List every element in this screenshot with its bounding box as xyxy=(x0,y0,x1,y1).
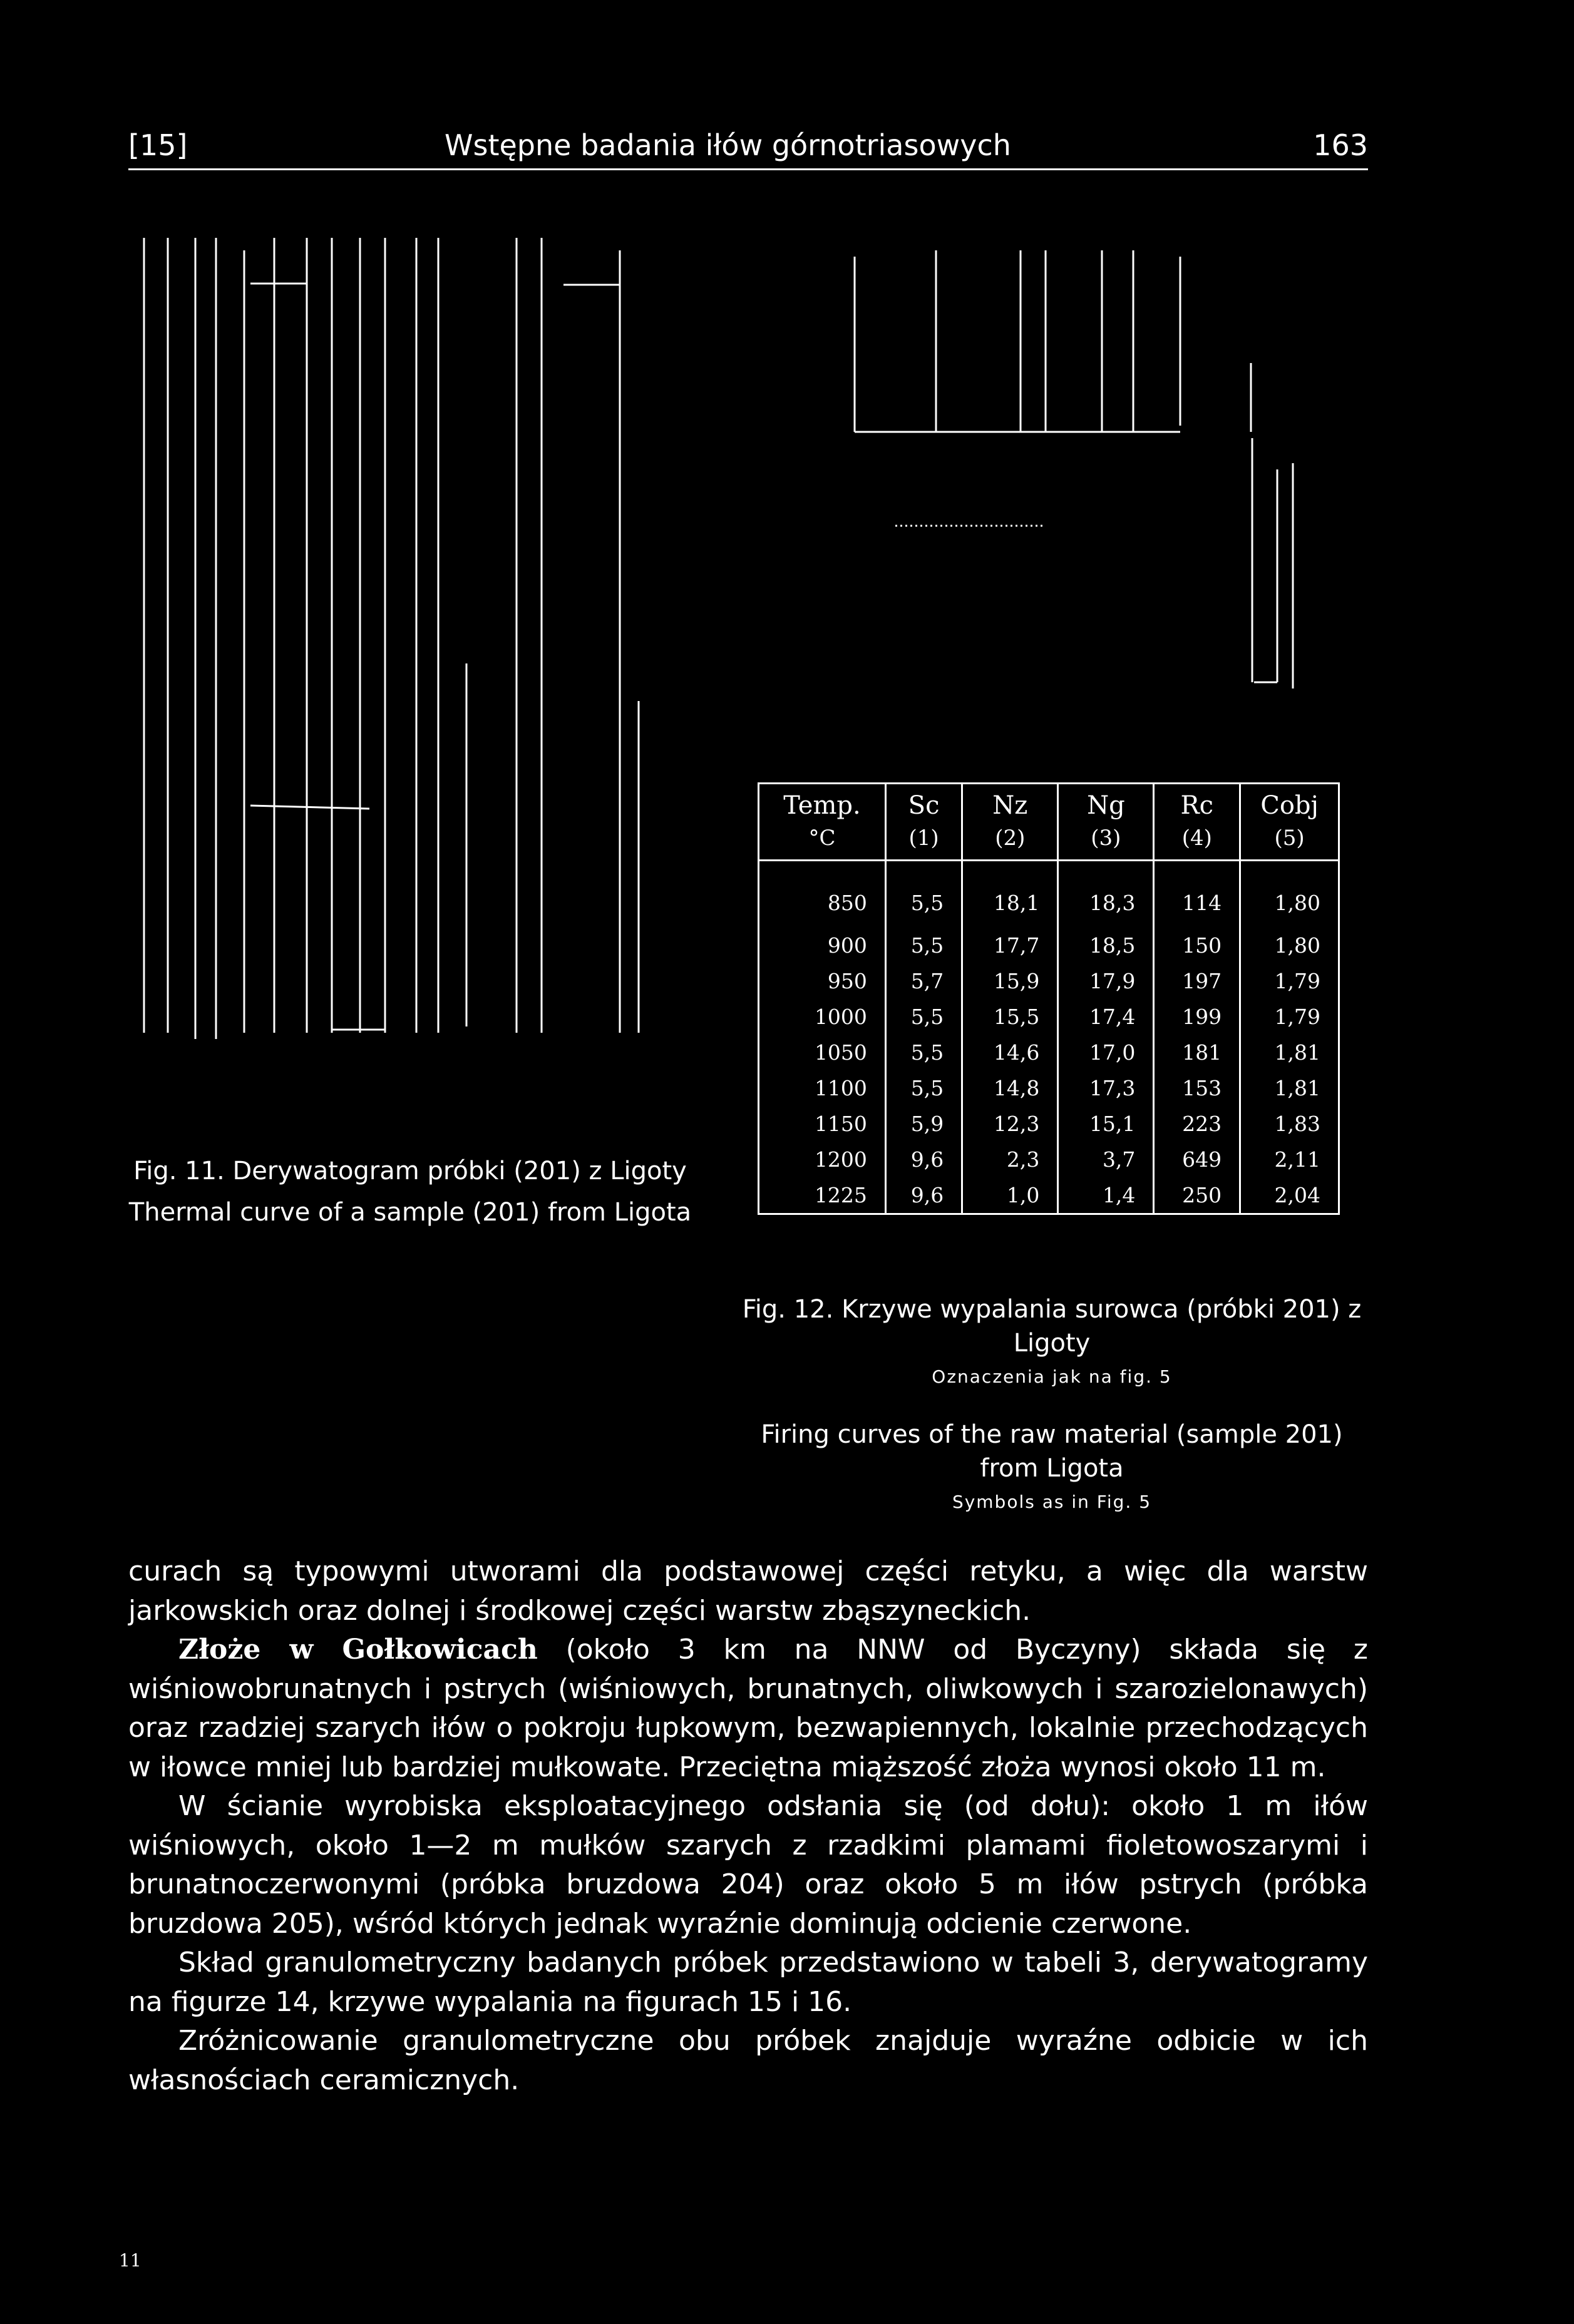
figure-12-caption xyxy=(739,1293,1365,1519)
table-body xyxy=(759,861,1339,1214)
table-cell: 17,0 xyxy=(1058,1035,1154,1070)
column-header xyxy=(962,784,1058,861)
table-cell: 5,9 xyxy=(885,1106,962,1142)
table-cell: 199 xyxy=(1154,999,1240,1035)
table-cell: 18,3 xyxy=(1058,861,1154,928)
table-cell: 1,80 xyxy=(1240,861,1339,928)
table-cell: 15,5 xyxy=(962,999,1058,1035)
table-row xyxy=(759,1106,1339,1142)
table-row xyxy=(759,928,1339,963)
symbols-note-english: Symbols as in Fig. 5 xyxy=(952,1492,1152,1512)
paragraph: curach są typowymi utworami dla podstawowej części retyku, a więc dla warstw jarkowskich oraz dolnej i środkowej części warstw zbąszyneckich. xyxy=(128,1555,1368,1627)
table-cell: 5,5 xyxy=(885,861,962,928)
table-cell: 1100 xyxy=(759,1070,886,1106)
table-cell: 1200 xyxy=(759,1142,886,1177)
column-name: Cobj xyxy=(1260,791,1319,820)
column-unit: (1) xyxy=(908,826,939,851)
running-title: Wstępne badania iłów górnotriasowych xyxy=(445,128,1011,162)
paragraph xyxy=(128,1630,1368,1787)
table-cell: 18,1 xyxy=(962,861,1058,928)
table-cell: 18,5 xyxy=(1058,928,1154,963)
table-cell: 250 xyxy=(1154,1177,1240,1214)
tg-step xyxy=(250,806,369,809)
table-cell: 1050 xyxy=(759,1035,886,1070)
table-cell: 1150 xyxy=(759,1106,886,1142)
caption-polish: Fig. 12. Krzywe wypalania surowca (próbki 201) z Ligoty xyxy=(742,1295,1362,1358)
column-unit: °C xyxy=(808,826,836,851)
body-text xyxy=(128,1552,1368,2100)
table-row xyxy=(759,1035,1339,1070)
table-cell: 181 xyxy=(1154,1035,1240,1070)
page-number: 163 xyxy=(1313,128,1368,162)
table-cell: 2,04 xyxy=(1240,1177,1339,1214)
table-cell: 5,5 xyxy=(885,1070,962,1106)
paragraph: W ścianie wyrobiska eksploatacyjnego odsłania się (od dołu): około 1 m iłów wiśniowych, około 1—2 m mułków szarych z rzadkimi plamami fioletowoszarymi i brunatnoczerwonymi (próbka bruzdowa 204) oraz około 5 m iłów pstrych (próbka bruzdowa 205), wśród których jednak wyraźnie dominują odcienie czerwone. xyxy=(128,1790,1368,1940)
table-cell: 3,7 xyxy=(1058,1142,1154,1177)
column-unit: (4) xyxy=(1181,826,1212,851)
table-cell: 14,6 xyxy=(962,1035,1058,1070)
column-header xyxy=(1058,784,1154,861)
table-cell: 17,3 xyxy=(1058,1070,1154,1106)
paragraph-text: (około 3 km na NNW od Byczyny) składa się z wiśniowobrunatnych i pstrych (wiśniowych, brunatnych, oliwkowych i szarozielonawych) oraz rzadziej szarych iłów o pokroju łupkowym, bezwapiennych, lokalnie przechodzących w iłowce mniej lub bardziej mułkowate. Przeciętna miąższość złoża wynosi około 11 m. xyxy=(128,1634,1368,1783)
column-name: Temp. xyxy=(783,791,861,820)
table-row xyxy=(759,1177,1339,1214)
table-cell: 14,8 xyxy=(962,1070,1058,1106)
sheet-number: 11 xyxy=(119,2250,141,2271)
caption-english: Firing curves of the raw material (sample 201) from Ligota xyxy=(761,1420,1343,1483)
table-cell: 153 xyxy=(1154,1070,1240,1106)
table-cell: 1,80 xyxy=(1240,928,1339,963)
figure-12-firing-curves xyxy=(839,250,1340,688)
table-cell: 1,83 xyxy=(1240,1106,1339,1142)
table-cell: 17,9 xyxy=(1058,963,1154,999)
column-name: Ng xyxy=(1087,791,1125,820)
figure-11-derivatogram xyxy=(125,238,689,1052)
table-cell: 5,5 xyxy=(885,928,962,963)
paragraph: Zróżnicowanie granulometryczne obu próbek znajduje wyraźne odbicie w ich własnościach ceramicznych. xyxy=(128,2025,1368,2096)
table-cell: 1,81 xyxy=(1240,1070,1339,1106)
table-cell: 12,3 xyxy=(962,1106,1058,1142)
column-name: Nz xyxy=(992,791,1028,820)
table-cell: 9,6 xyxy=(885,1177,962,1214)
table-cell: 114 xyxy=(1154,861,1240,928)
column-unit: (3) xyxy=(1091,826,1121,851)
table-row xyxy=(759,999,1339,1035)
table-cell: 1,81 xyxy=(1240,1035,1339,1070)
table-cell: 223 xyxy=(1154,1106,1240,1142)
column-unit: (2) xyxy=(995,826,1026,851)
table-cell: 850 xyxy=(759,861,886,928)
running-header xyxy=(128,128,1368,172)
table-cell: 15,9 xyxy=(962,963,1058,999)
table-cell: 1,0 xyxy=(962,1177,1058,1214)
firing-table xyxy=(758,782,1340,1215)
table-cell: 17,4 xyxy=(1058,999,1154,1035)
table-cell: 649 xyxy=(1154,1142,1240,1177)
column-header xyxy=(1240,784,1339,861)
column-header xyxy=(1154,784,1240,861)
table-cell: 15,1 xyxy=(1058,1106,1154,1142)
symbols-note-polish: Oznaczenia jak na fig. 5 xyxy=(932,1366,1172,1387)
table-cell: 5,5 xyxy=(885,1035,962,1070)
table-cell: 197 xyxy=(1154,963,1240,999)
table-cell: 5,5 xyxy=(885,999,962,1035)
table-cell: 9,6 xyxy=(885,1142,962,1177)
table-cell: 5,7 xyxy=(885,963,962,999)
table-row xyxy=(759,963,1339,999)
caption-polish: Fig. 11. Derywatogram próbki (201) z Ligoty xyxy=(133,1157,687,1185)
table-cell: 900 xyxy=(759,928,886,963)
column-header xyxy=(759,784,886,861)
table-cell: 2,11 xyxy=(1240,1142,1339,1177)
table-cell: 150 xyxy=(1154,928,1240,963)
deposit-name: Złoże w Gołkowicach xyxy=(178,1634,538,1666)
caption-english: Thermal curve of a sample (201) from Ligota xyxy=(128,1198,692,1227)
table-cell: 2,3 xyxy=(962,1142,1058,1177)
table-row xyxy=(759,1142,1339,1177)
figure-11-caption xyxy=(113,1155,707,1229)
table-row xyxy=(759,1070,1339,1106)
column-name: Rc xyxy=(1180,791,1214,820)
column-header xyxy=(885,784,962,861)
table-cell: 1,4 xyxy=(1058,1177,1154,1214)
table-cell: 1000 xyxy=(759,999,886,1035)
table-row xyxy=(759,861,1339,928)
table-cell: 1,79 xyxy=(1240,963,1339,999)
column-unit: (5) xyxy=(1274,826,1305,851)
section-number: [15] xyxy=(128,128,188,162)
header-rule xyxy=(128,168,1368,170)
table-cell: 17,7 xyxy=(962,928,1058,963)
paragraph: Skład granulometryczny badanych próbek przedstawiono w tabeli 3, derywatogramy na figurze 14, krzywe wypalania na figurach 15 i 16. xyxy=(128,1947,1368,2018)
table-cell: 1,79 xyxy=(1240,999,1339,1035)
table-cell: 1225 xyxy=(759,1177,886,1214)
column-name: Sc xyxy=(908,791,940,820)
table-header-row xyxy=(759,784,1339,861)
table-cell: 950 xyxy=(759,963,886,999)
